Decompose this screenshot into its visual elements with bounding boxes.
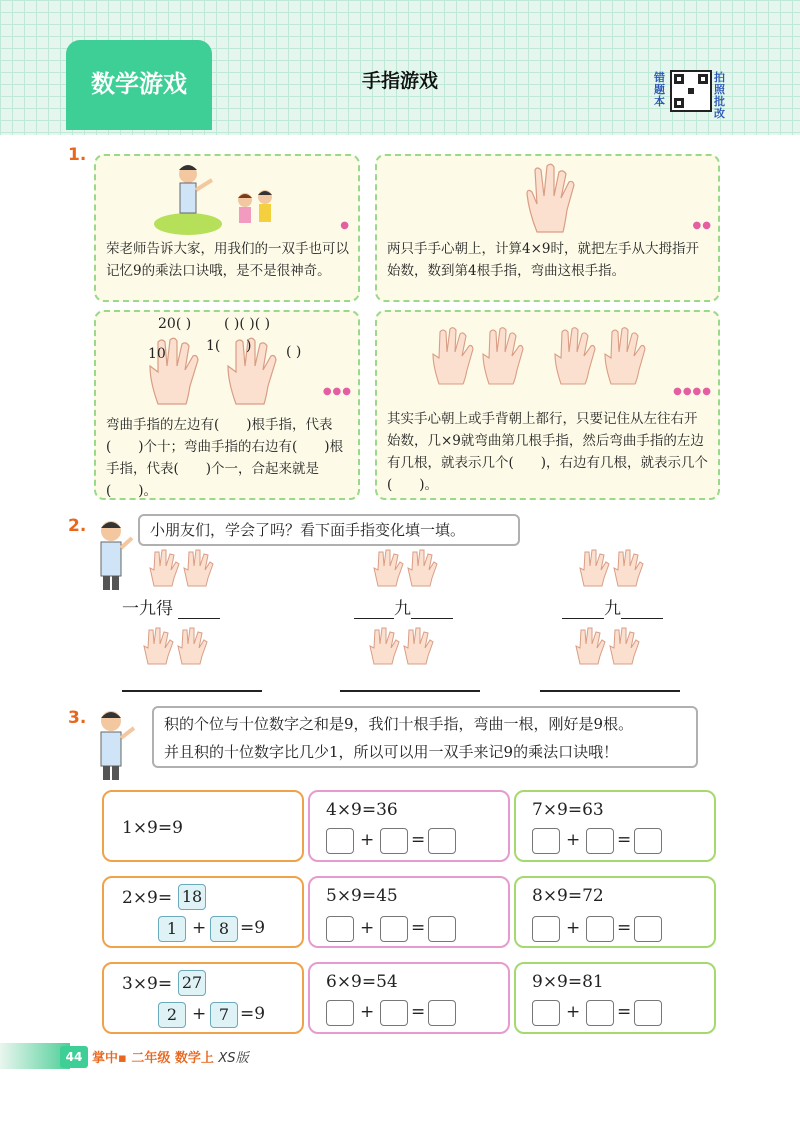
plus-sign: + <box>360 1002 375 1022</box>
equals-sign: = <box>411 830 426 850</box>
plus-sign: + <box>192 918 207 938</box>
equals-sign: = <box>411 1002 426 1022</box>
answer-blank[interactable] <box>354 601 394 619</box>
dot-decoration: ●● <box>692 220 712 231</box>
plus-sign: + <box>566 918 581 938</box>
equation-text: 5×9=45 <box>326 886 398 906</box>
answer-box[interactable] <box>428 1000 456 1026</box>
equation-card <box>308 790 510 862</box>
equation-text: 6×9=54 <box>326 972 398 992</box>
story-panel-3 <box>94 310 360 500</box>
section-2-number: 2. <box>68 516 87 536</box>
equation-card <box>514 790 716 862</box>
equation-tail: =9 <box>240 1004 266 1024</box>
equation-card <box>308 962 510 1034</box>
page-number: 44 <box>60 1046 88 1068</box>
story-panel-1 <box>94 154 360 302</box>
bubble-line-2: 并且积的十位数字比几少1，所以可以用一双手来记9的乘法口诀哦！ <box>164 743 619 761</box>
equation-text: 9×9=81 <box>532 972 604 992</box>
plus-sign: + <box>192 1004 207 1024</box>
answer-box[interactable] <box>634 1000 662 1026</box>
bracket-label: 20( ) <box>158 316 192 332</box>
bracket-label: 10 <box>148 346 166 362</box>
bracket-label: 1( <box>206 338 221 354</box>
qr-label-left: 错题本 <box>654 71 665 108</box>
answer-line[interactable] <box>122 690 262 692</box>
qr-code-icon[interactable] <box>670 70 712 112</box>
hands-pair-icon <box>578 548 650 588</box>
plus-sign: + <box>566 1002 581 1022</box>
answer-box[interactable] <box>532 1000 560 1026</box>
qr-label-right: 拍照批改 <box>714 71 725 120</box>
answer-box[interactable] <box>380 1000 408 1026</box>
four-hands-illustration <box>431 324 661 388</box>
bracket-label: ) <box>246 338 252 354</box>
q2-label: 一九得 <box>122 599 173 619</box>
section-3-number: 3. <box>68 708 87 728</box>
story-panel-2 <box>375 154 720 302</box>
answer-line[interactable] <box>540 690 680 692</box>
speech-bubble: 小朋友们，学会了吗？看下面手指变化填一填。 <box>138 514 520 546</box>
answer-box-filled[interactable]: 18 <box>178 884 206 910</box>
plus-sign: + <box>566 830 581 850</box>
equation-text: 4×9=36 <box>326 800 398 820</box>
hand-bent-finger-icon <box>523 162 587 234</box>
answer-blank[interactable] <box>178 601 220 619</box>
answer-box-filled[interactable]: 27 <box>178 970 206 996</box>
plus-sign: + <box>360 830 375 850</box>
answer-box[interactable] <box>326 828 354 854</box>
equation-text: 3×9= <box>122 974 173 994</box>
hands-pair-icon <box>574 626 646 666</box>
page-title: 手指游戏 <box>361 70 438 92</box>
q2-label: 九 <box>604 599 621 619</box>
hands-pair-icon <box>142 626 214 666</box>
panel-4-text: 其实手心朝上或手背朝上都行，只要记住从左往右开始数，几×9就弯曲第几根手指，然后弯曲手指的左边有几根，就表示几个( )，右边有几根，就表示几个( )。 <box>387 411 709 493</box>
answer-box-filled[interactable]: 2 <box>158 1002 186 1028</box>
teacher-and-kids-illustration <box>152 160 312 236</box>
section-tab <box>66 40 212 130</box>
equation-tail: =9 <box>240 918 266 938</box>
answer-box-filled[interactable]: 8 <box>210 916 238 942</box>
equation-card <box>514 962 716 1034</box>
panel-3-text: 弯曲手指的左边有( )根手指，代表( )个十；弯曲手指的右边有( )根手指，代表( )个一，合起来就是( )。 <box>106 417 344 499</box>
equation-text: 8×9=72 <box>532 886 604 906</box>
answer-box[interactable] <box>634 828 662 854</box>
section-tab-label: 数学游戏 <box>91 70 187 98</box>
q2-row1-item2 <box>354 594 453 619</box>
equation-text: 1×9=9 <box>122 818 183 838</box>
answer-box[interactable] <box>326 916 354 942</box>
answer-box[interactable] <box>532 916 560 942</box>
equation-card <box>514 876 716 948</box>
footer-brand: 掌中▪ <box>92 1051 127 1066</box>
equals-sign: = <box>617 830 632 850</box>
equals-sign: = <box>411 918 426 938</box>
teacher-illustration <box>88 518 134 590</box>
plus-sign: + <box>360 918 375 938</box>
dot-decoration: ● <box>340 220 350 231</box>
dot-decoration: ●●● <box>322 386 352 397</box>
footer-text <box>92 1047 249 1066</box>
story-panel-4 <box>375 310 720 500</box>
answer-box[interactable] <box>532 828 560 854</box>
bracket-label: ( )( )( ) <box>224 316 271 332</box>
equation-text: 7×9=63 <box>532 800 604 820</box>
panel-2-text: 两只手手心朝上，计算4×9时，就把左手从大拇指开始数，数到第4根手指，弯曲这根手指。 <box>387 241 699 279</box>
hands-pair-icon <box>368 626 440 666</box>
teacher-illustration <box>88 708 138 780</box>
hands-pair-icon <box>372 548 444 588</box>
answer-box-filled[interactable]: 1 <box>158 916 186 942</box>
q2-row1-item1 <box>122 594 220 619</box>
equals-sign: = <box>617 1002 632 1022</box>
answer-box[interactable] <box>326 1000 354 1026</box>
equation-card <box>102 876 304 948</box>
equation-card <box>102 790 304 862</box>
section-1-number: 1. <box>68 145 87 165</box>
equation-text: 2×9= <box>122 888 173 908</box>
footer-edition: XS版 <box>218 1051 249 1066</box>
answer-blank[interactable] <box>621 601 663 619</box>
answer-box-filled[interactable]: 7 <box>210 1002 238 1028</box>
speech-bubble <box>152 706 698 768</box>
equals-sign: = <box>617 918 632 938</box>
dot-decoration: ●●●● <box>673 386 712 397</box>
answer-blank[interactable] <box>562 601 604 619</box>
panel-1-text: 荣老师告诉大家，用我们的一双手也可以记忆9的乘法口诀哦，是不是很神奇。 <box>106 241 349 279</box>
equation-card <box>308 876 510 948</box>
answer-line[interactable] <box>340 690 480 692</box>
answer-box[interactable] <box>586 828 614 854</box>
answer-box[interactable] <box>634 916 662 942</box>
q2-label: 九 <box>394 599 411 619</box>
answer-box[interactable] <box>586 916 614 942</box>
equation-card <box>102 962 304 1034</box>
answer-box[interactable] <box>428 916 456 942</box>
bubble-line-1: 积的个位与十位数字之和是9，我们十根手指，弯曲一根，刚好是9根。 <box>164 715 634 733</box>
answer-box[interactable] <box>380 828 408 854</box>
q2-row1-item3 <box>562 594 663 619</box>
answer-box[interactable] <box>428 828 456 854</box>
answer-box[interactable] <box>380 916 408 942</box>
answer-blank[interactable] <box>411 601 453 619</box>
bracket-label: ( ) <box>286 344 302 360</box>
hands-pair-icon <box>148 548 220 588</box>
answer-box[interactable] <box>586 1000 614 1026</box>
footer-grade: 二年级 数学上 <box>131 1051 214 1066</box>
